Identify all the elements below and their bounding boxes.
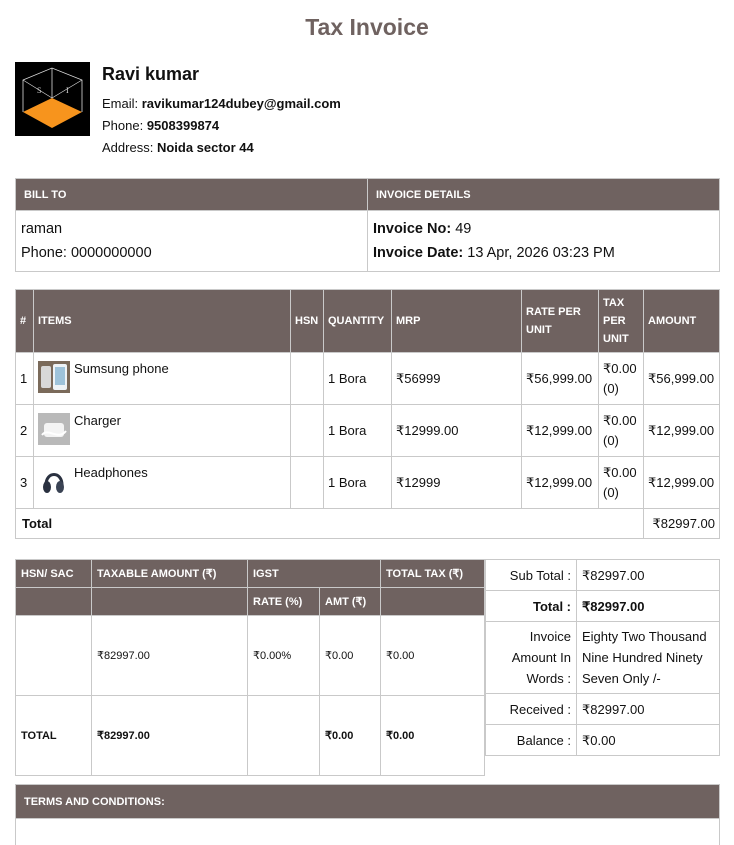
tax-total-tax: ₹0.00 [381,696,485,776]
col-header-number: # [16,290,34,353]
invoice-no [373,217,714,241]
invoice-date-label: Invoice Date: [373,245,464,261]
svg-text:I: I [66,86,69,95]
tax-total: ₹0.00 [381,616,485,696]
address-value: Noida sector 44 [156,140,254,155]
email-label: Email: [102,96,139,111]
item-cell [34,457,291,509]
col-header-hsn: HSN [291,290,324,353]
row-number: 3 [16,457,34,509]
item-rate: ₹12,999.00 [522,457,599,509]
phone-value: 9508399874 [146,118,220,133]
company-name: Ravi kumar [102,64,200,84]
phone-label: Phone: [102,118,144,133]
item-name: Headphones [74,465,148,480]
items-table [15,289,720,539]
customer-phone: Phone: 0000000000 [21,245,152,261]
col-header-quantity: QUANTITY [324,290,392,353]
tax-amt: ₹0.00 [320,616,381,696]
headphones-image [38,465,70,497]
tax-rate: ₹0.00% [248,616,320,696]
logo-cube-icon [15,62,90,136]
tax-header-total-tax: TOTAL TAX (₹) [381,560,485,588]
company-info [102,64,341,159]
bill-to-cell [16,211,368,272]
tax-row [16,616,485,696]
items-total-row [16,509,720,539]
invoice-no-label: Invoice No: [373,221,452,237]
charger-image [38,413,70,445]
company-logo [15,62,90,136]
amount-in-words-value: Eighty Two Thousand Nine Hundred Ninety Seven Only /- [577,622,720,694]
item-hsn [291,353,324,405]
table-row [16,353,720,405]
received-row [486,694,720,725]
item-mrp: ₹56999 [392,353,522,405]
customer-name: raman [21,221,63,237]
item-name: Sumsung phone [74,361,169,376]
amount-in-words-label: Invoice Amount In Words : [486,622,577,694]
item-tax: ₹0.00 (0) [599,457,644,509]
tax-header-igst: IGST [248,560,381,588]
bill-table [15,178,720,272]
company-phone [102,115,341,137]
invoice-details-cell [368,211,720,272]
items-total-amount: ₹82997.00 [644,509,720,539]
tax-subheader-empty [381,588,485,616]
item-rate: ₹56,999.00 [522,353,599,405]
invoice-no-value: 49 [455,221,472,237]
balance-label: Balance : [486,725,577,756]
table-row [16,457,720,509]
grand-total-value: ₹82997.00 [577,591,720,622]
item-tax: ₹0.00 (0) [599,405,644,457]
item-mrp: ₹12999 [392,457,522,509]
item-mrp: ₹12999.00 [392,405,522,457]
bill-to-header: BILL TO [16,179,368,211]
subtotal-value: ₹82997.00 [577,560,720,591]
email-value: ravikumar124dubey@gmail.com [141,96,341,111]
item-name: Charger [74,413,121,428]
col-header-tax: TAX PER UNIT [599,290,644,353]
grand-total-row [486,591,720,622]
tax-total-row [16,696,485,776]
amount-summary-table [485,559,720,756]
item-hsn [291,405,324,457]
tax-summary-table [15,559,485,776]
item-amount: ₹12,999.00 [644,457,720,509]
tax-subheader-rate: RATE (%) [248,588,320,616]
address-label: Address: [102,140,154,155]
subtotal-row [486,560,720,591]
received-value: ₹82997.00 [577,694,720,725]
item-quantity: 1 Bora [324,353,392,405]
item-cell [34,405,291,457]
company-email [102,93,341,115]
tax-hsn [16,616,92,696]
col-header-amount: AMOUNT [644,290,720,353]
col-header-items: ITEMS [34,290,291,353]
item-amount: ₹56,999.00 [644,353,720,405]
svg-text:S: S [37,86,42,95]
received-label: Received : [486,694,577,725]
balance-value: ₹0.00 [577,725,720,756]
company-address [102,137,341,159]
invoice-details-header: INVOICE DETAILS [368,179,720,211]
terms-body [16,819,720,845]
terms-header: TERMS AND CONDITIONS: [16,785,720,819]
item-rate: ₹12,999.00 [522,405,599,457]
invoice-date-value: 13 Apr, 2026 03:23 PM [467,245,615,261]
item-amount: ₹12,999.00 [644,405,720,457]
subtotal-label: Sub Total : [486,560,577,591]
items-total-label: Total [16,509,644,539]
item-quantity: 1 Bora [324,405,392,457]
page-title: Tax Invoice [305,14,429,40]
phone-image [38,361,70,393]
tax-total-amt: ₹0.00 [320,696,381,776]
tax-total-rate [248,696,320,776]
item-tax: ₹0.00 (0) [599,353,644,405]
amount-in-words-row [486,622,720,694]
tax-taxable-amount: ₹82997.00 [92,616,248,696]
tax-subheader-amt: AMT (₹) [320,588,381,616]
tax-total-label: TOTAL [16,696,92,776]
tax-header-taxable: TAXABLE AMOUNT (₹) [92,560,248,588]
row-number: 1 [16,353,34,405]
item-quantity: 1 Bora [324,457,392,509]
grand-total-label: Total : [486,591,577,622]
terms-table [15,784,720,845]
tax-header-hsn: HSN/ SAC [16,560,92,588]
tax-subheader-empty [16,588,92,616]
balance-row [486,725,720,756]
item-hsn [291,457,324,509]
item-cell [34,353,291,405]
row-number: 2 [16,405,34,457]
invoice-date [373,241,714,265]
table-row [16,405,720,457]
col-header-rate: RATE PER UNIT [522,290,599,353]
tax-subheader-empty [92,588,248,616]
tax-total-taxable: ₹82997.00 [92,696,248,776]
col-header-mrp: MRP [392,290,522,353]
